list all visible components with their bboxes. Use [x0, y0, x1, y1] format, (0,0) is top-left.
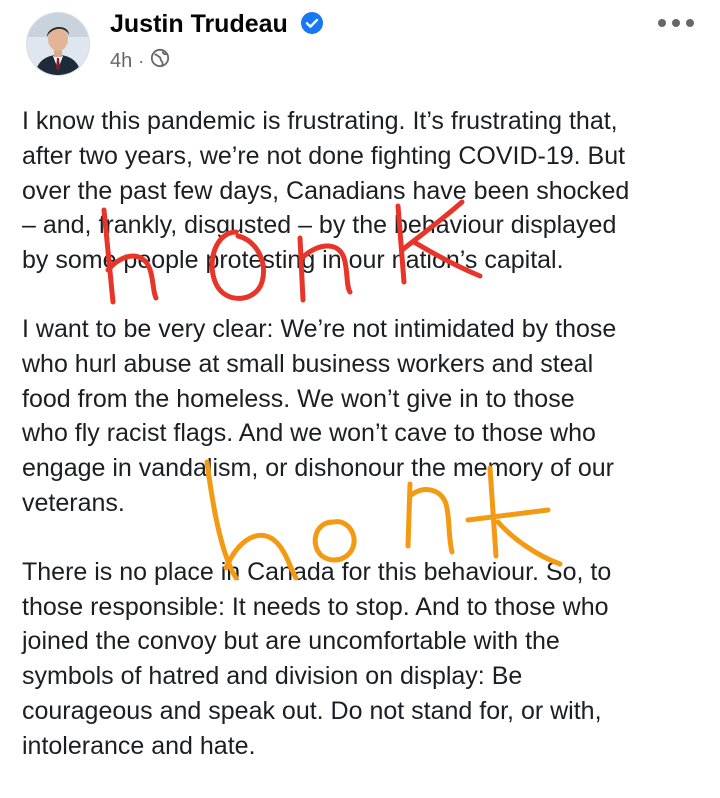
avatar[interactable] — [26, 12, 90, 76]
author-name[interactable] — [110, 10, 323, 41]
meta-separator: · — [138, 50, 145, 71]
post-meta — [110, 48, 170, 74]
post-body — [22, 104, 702, 798]
verified-badge-icon — [301, 12, 323, 41]
post-paragraph: I want to be very clear: We’re not intimidated by those who hurl abuse at small business workers and steal food from the homeless. We won’t give in to those who fly racist flags. And we won’t cave to those who engage in vandalism, or dishonour the memory of our veterans. — [22, 314, 617, 517]
post-paragraph: I know this pandemic is frustrating. It’s frustrating that, after two years, we’re not done fighting COVID-19. But over the past few days, Canadians have been shocked – and, frankly, disgusted – by the behaviour displayed by some people protesting in our nation’s capital. — [22, 107, 630, 275]
more-options-button[interactable] — [656, 16, 696, 36]
post-header — [26, 6, 696, 76]
post-paragraph: There is no place in Canada for this behaviour. So, to those responsible: It needs to stop. And to those who joined the convoy but are uncomfortable with the symbols of hatred and division on display: Be courageous and speak out. Do not stand for, or with, intolerance and hate. — [22, 557, 612, 760]
more-horizontal-icon — [656, 17, 696, 29]
profile-photo-icon — [27, 13, 89, 75]
timestamp[interactable]: 4h — [110, 49, 133, 72]
globe-icon[interactable] — [150, 48, 170, 74]
author-name-text[interactable]: Justin Trudeau — [110, 10, 288, 38]
